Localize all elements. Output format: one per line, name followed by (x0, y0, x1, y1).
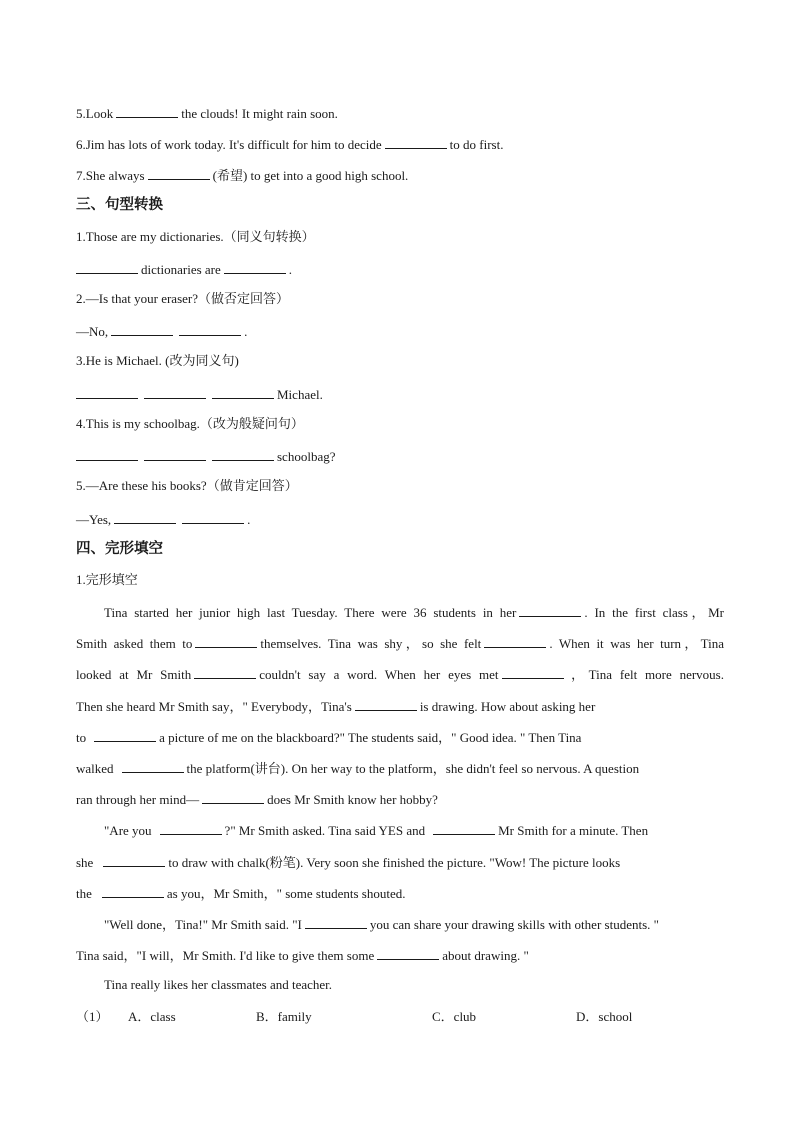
passage-line: Tina said，"I will，Mr Smith. I'd like to give them some about drawing. " (76, 948, 529, 963)
passage-line: Then she heard Mr Smith say，" Everybody，Tina's is drawing. How about asking her (76, 699, 596, 714)
question-6: 6.Jim has lots of work today. It's difficult for him to decide to do first. (76, 137, 504, 152)
answer-blank[interactable] (502, 665, 564, 679)
option-a[interactable]: A．class (128, 1009, 176, 1024)
answer-blank[interactable] (519, 603, 581, 617)
answer-blank[interactable] (103, 853, 165, 867)
question-5: 5.Look the clouds! It might rain soon. (76, 106, 338, 121)
passage-line: "Are you ?" Mr Smith asked. Tina said YES and Mr Smith for a minute. Then (104, 823, 649, 838)
option-c[interactable]: C．club (432, 1009, 477, 1024)
answer-blank[interactable] (385, 135, 447, 149)
question-prompt: 2.—Is that your eraser?（做否定回答） (76, 291, 290, 306)
answer-line: dictionaries are . (76, 260, 292, 278)
passage-line: ran through her mind— does Mr Smith know her hobby? (76, 792, 438, 807)
answer-blank[interactable] (202, 790, 264, 804)
passage-line: she to draw with chalk(粉笔). Very soon she finished the picture. "Wow! The picture looks (76, 855, 621, 870)
answer-blank[interactable] (195, 634, 257, 648)
passage-line: Smith asked them to themselves. Tina was shy，so she felt . When it was her turn，Tina (76, 636, 724, 651)
passage-line: walked the platform(讲台). On her way to the platform，she didn't feel so nervous. A question (76, 761, 640, 776)
passage-line: Tina really likes her classmates and teacher. (104, 977, 333, 992)
answer-line: —No, . (76, 324, 248, 339)
section-heading: 四、完形填空 (76, 541, 163, 557)
subsection-title: 1.完形填空 (76, 572, 138, 587)
answer-blank[interactable] (182, 510, 244, 524)
option-d[interactable]: D．school (576, 1009, 633, 1024)
answer-blank[interactable] (194, 665, 256, 679)
answer-line: Michael. (76, 385, 323, 403)
answer-blank[interactable] (148, 166, 210, 180)
question-prompt: 4.This is my schoolbag.（改为般疑问句） (76, 416, 304, 431)
answer-blank[interactable] (76, 385, 138, 399)
question-7: 7.She always (希望) to get into a good high school. (76, 168, 409, 183)
question-prompt: 3.He is Michael. (改为同义句) (76, 353, 239, 368)
answer-line: schoolbag? (76, 447, 335, 465)
answer-blank[interactable] (76, 447, 138, 461)
choice-number: （1） (76, 1009, 109, 1024)
option-b[interactable]: B．family (256, 1009, 312, 1024)
passage-line: Tina started her junior high last Tuesday. There were 36 students in her . In the first class，Mr (104, 605, 724, 620)
answer-blank[interactable] (144, 447, 206, 461)
answer-blank[interactable] (212, 447, 274, 461)
question-prompt: 1.Those are my dictionaries.（同义句转换） (76, 229, 315, 244)
answer-blank[interactable] (76, 260, 138, 274)
answer-blank[interactable] (111, 322, 173, 336)
answer-blank[interactable] (305, 915, 367, 929)
passage-line: looked at Mr Smith couldn't say a word. When her eyes met ，Tina felt more nervous. (76, 667, 724, 682)
answer-blank[interactable] (102, 884, 164, 898)
question-prompt: 5.—Are these his books?（做肯定回答） (76, 478, 298, 493)
answer-blank[interactable] (116, 104, 178, 118)
answer-blank[interactable] (484, 634, 546, 648)
answer-line: —Yes, . (76, 512, 251, 527)
answer-blank[interactable] (212, 385, 274, 399)
section-heading: 三、句型转换 (76, 197, 163, 213)
answer-blank[interactable] (160, 821, 222, 835)
answer-blank[interactable] (114, 510, 176, 524)
answer-blank[interactable] (144, 385, 206, 399)
answer-blank[interactable] (122, 759, 184, 773)
answer-blank[interactable] (179, 322, 241, 336)
passage-line: the as you，Mr Smith，" some students shouted. (76, 886, 406, 901)
answer-blank[interactable] (377, 946, 439, 960)
answer-blank[interactable] (94, 728, 156, 742)
answer-blank[interactable] (355, 697, 417, 711)
answer-blank[interactable] (224, 260, 286, 274)
passage-line: "Well done，Tina!" Mr Smith said. "I you can share your drawing skills with other students. " (104, 917, 659, 932)
passage-line: to a picture of me on the blackboard?" The students said，" Good idea. " Then Tina (76, 730, 582, 745)
answer-blank[interactable] (433, 821, 495, 835)
